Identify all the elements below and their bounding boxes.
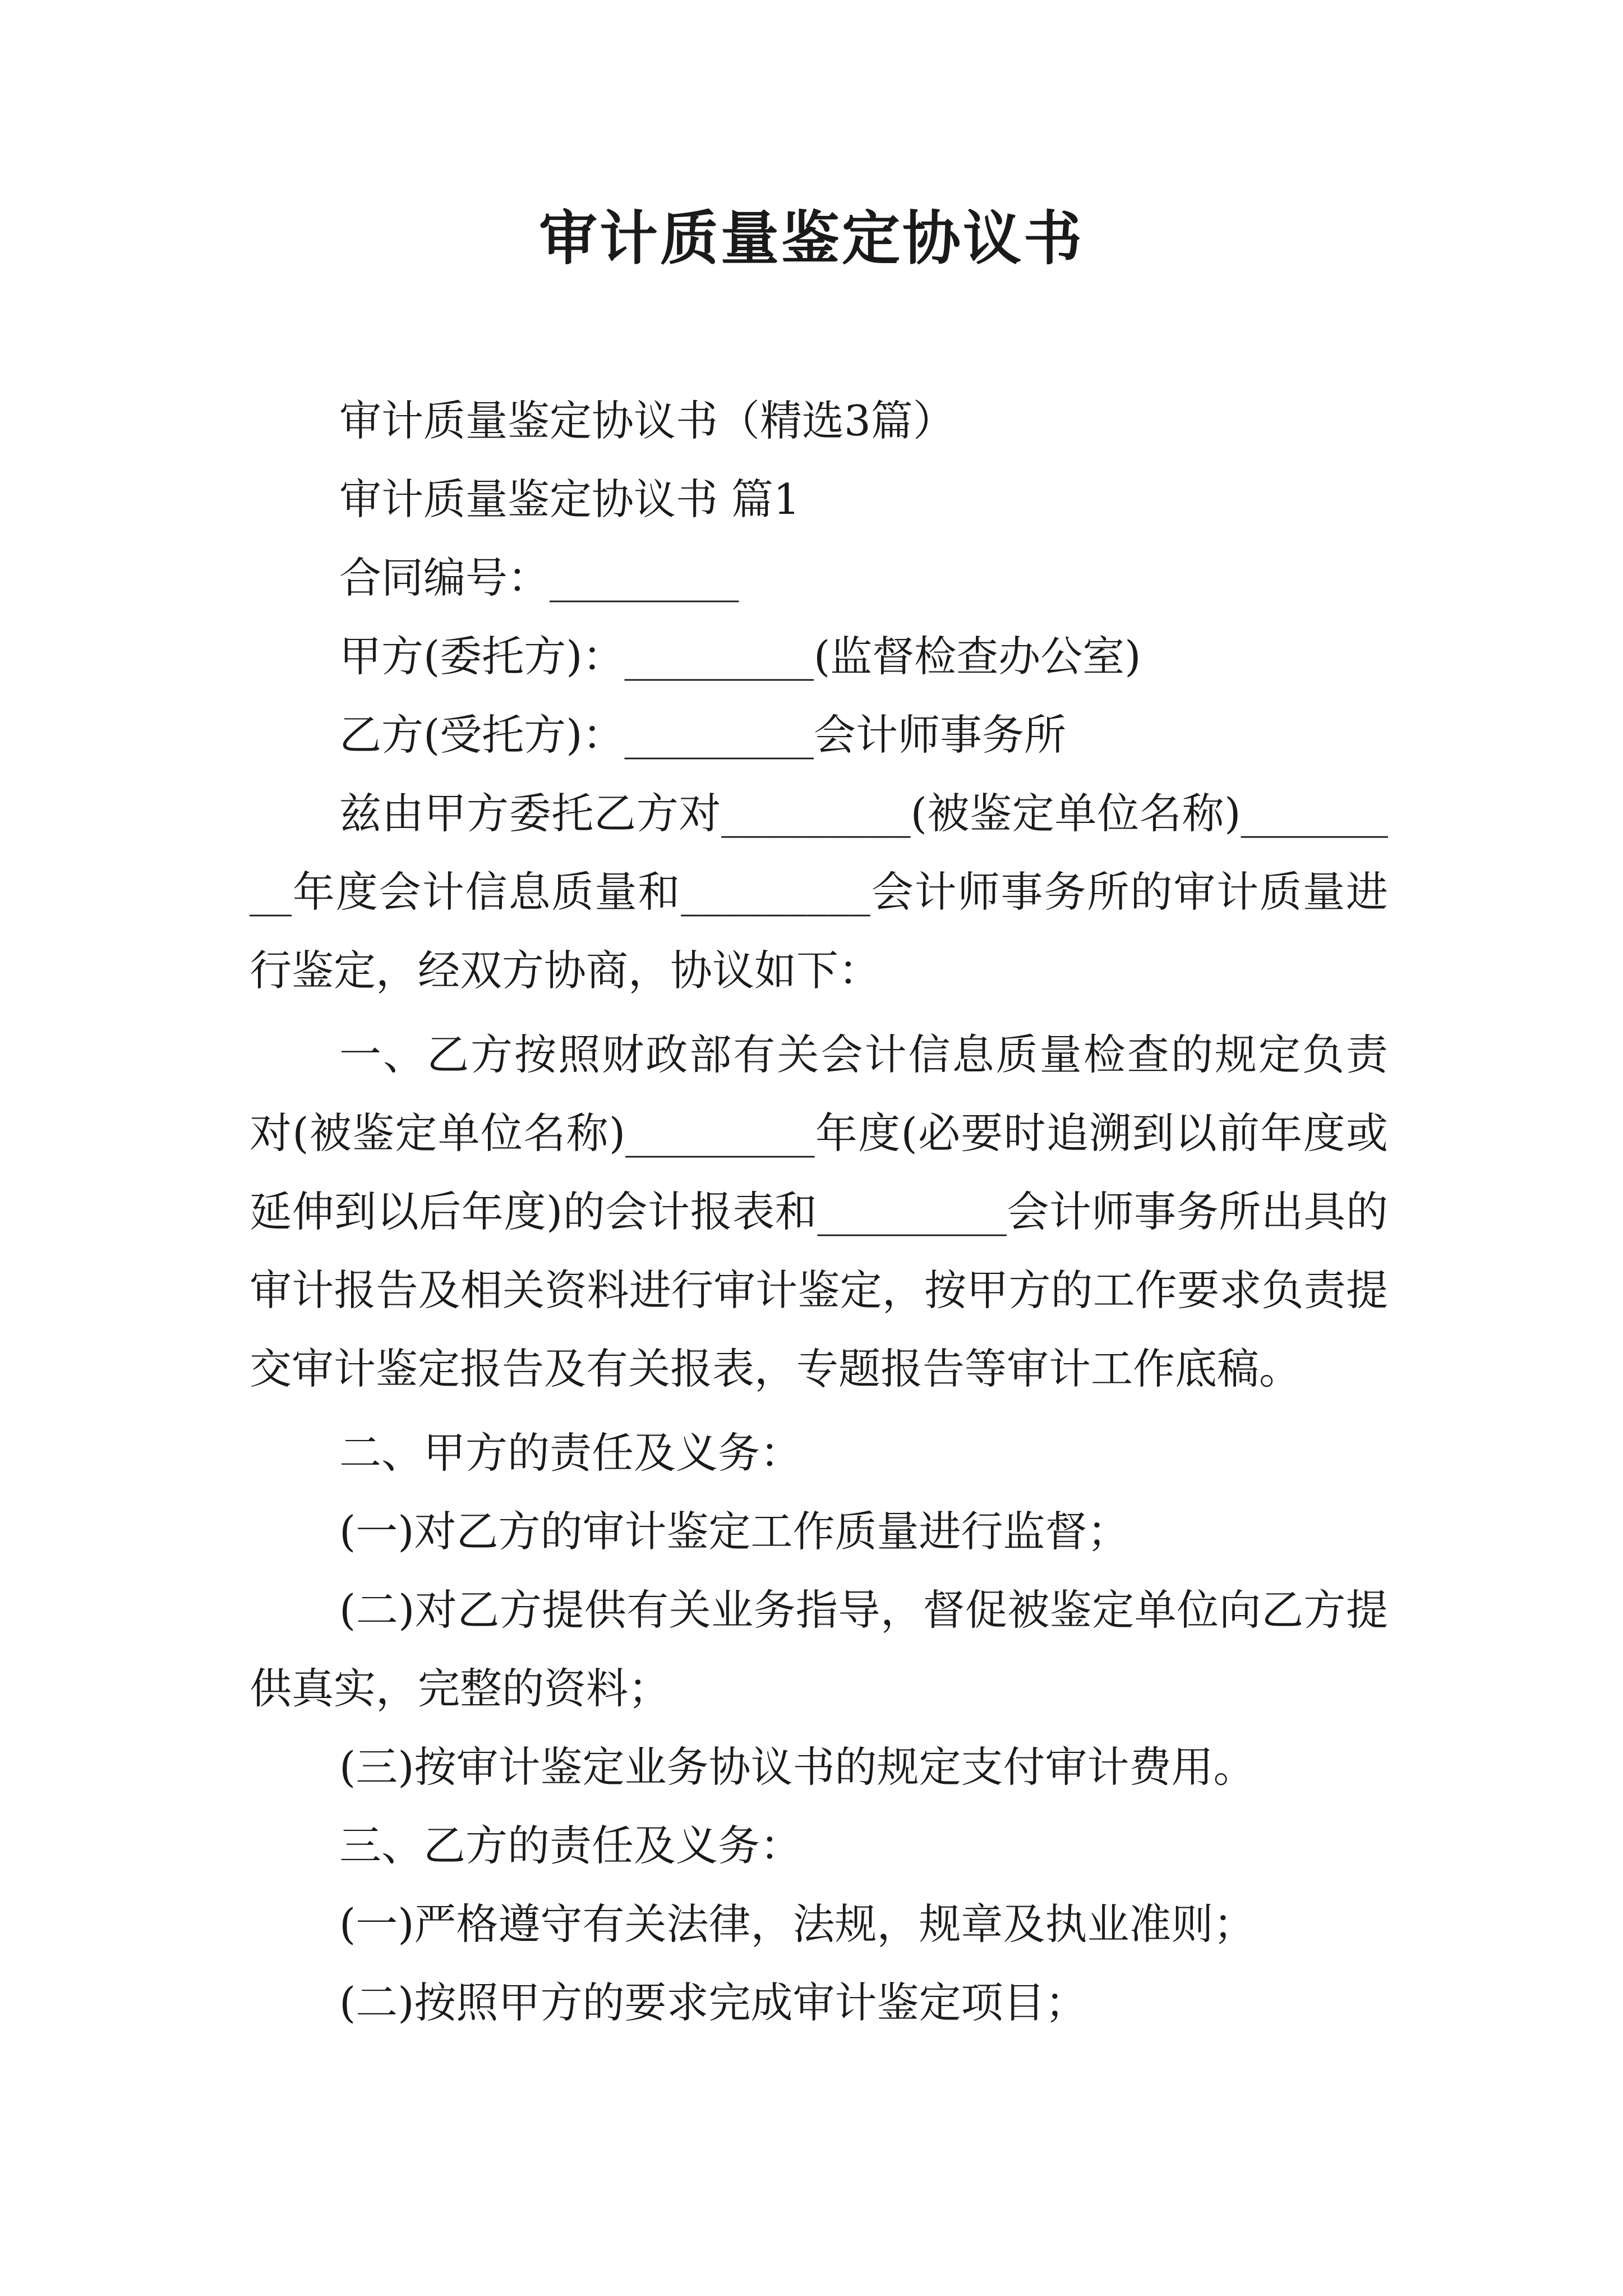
paragraph-clause-2-item-1: (一)对乙方的审计鉴定工作质量进行监督；	[339, 1507, 1129, 1556]
paragraph-contract-number: 合同编号：_________	[339, 553, 739, 602]
paragraph-clause-2-heading: 二、甲方的责任及义务：	[339, 1428, 803, 1478]
paragraph-party-b: 乙方(受托方)：_________会计师事务所	[339, 710, 1067, 760]
paragraph-clause-2-item-3: (三)按审计鉴定业务协议书的规定支付审计费用。	[339, 1742, 1256, 1792]
document-body	[250, 381, 1388, 2042]
paragraph-clause-3-item-2: (二)按照甲方的要求完成审计鉴定项目；	[339, 1978, 1087, 2027]
paragraph-party-a: 甲方(委托方)：_________(监督检查办公室)	[339, 632, 1141, 681]
paragraph-subtitle: 审计质量鉴定协议书（精选3篇）	[339, 396, 955, 445]
document-title: 审计质量鉴定协议书	[538, 204, 1084, 273]
paragraph-clause-2-item-2: (二)对乙方提供有关业务指导，督促被鉴定单位向乙方提供真实，完整的资料；	[250, 1585, 1388, 1713]
paragraph-clause-3-item-1: (一)严格遵守有关法律，法规，规章及执业准则；	[339, 1899, 1256, 1949]
paragraph-clause-3-heading: 三、乙方的责任及义务：	[339, 1821, 803, 1870]
paragraph-clause-1: 一、乙方按照财政部有关会计信息质量检查的规定负责对(被鉴定单位名称)_________年度(必要时追溯到以前年度或延伸到以后年度)的会计报表和_________会计师事务所出具的审计报告及相关资料进行审计鉴定，按甲方的工作要求负责提交审计鉴定报告及有关报表，专题报告等审计工作底稿。	[250, 1030, 1388, 1393]
paragraph-preamble: 兹由甲方委托乙方对_________(被鉴定单位名称)_________年度会计信息质量和_________会计师事务所的审计质量进行鉴定，经双方协商，协议如下：	[250, 789, 1388, 995]
paragraph-section-heading: 审计质量鉴定协议书 篇1	[339, 475, 800, 524]
